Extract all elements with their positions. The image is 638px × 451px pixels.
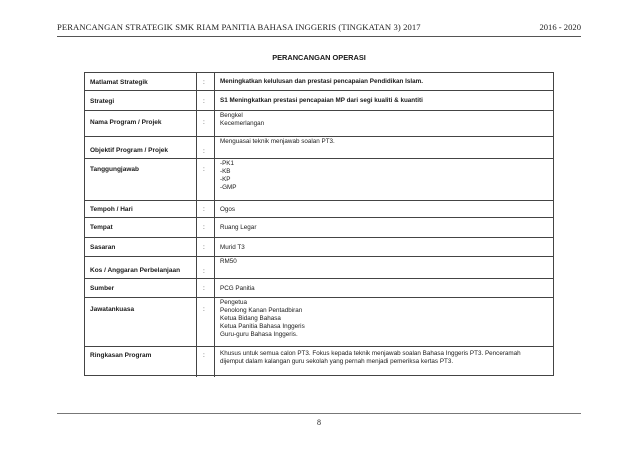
header-left-text: PERANCANGAN STRATEGIK SMK RIAM PANITIA BAHASA INGGERIS (TINGKATAN 3) 2017	[57, 22, 421, 32]
value-line: Khusus untuk semua calon PT3. Fokus kepada teknik menjawab soalan Bahasa Inggeris PT3. Penceramah	[220, 350, 521, 357]
table-row	[85, 238, 553, 257]
colon-cell	[197, 159, 215, 200]
value-line: RM50	[220, 258, 237, 265]
value-cell	[215, 73, 553, 90]
value-line: -KB	[220, 168, 231, 175]
row-colon: :	[203, 206, 205, 213]
colon-cell	[197, 91, 215, 110]
row-colon: :	[203, 79, 205, 86]
table-row	[85, 279, 553, 298]
value-line: -KP	[220, 176, 231, 183]
label-cell	[85, 111, 197, 136]
value-cell	[215, 298, 553, 346]
row-label: Jawatankuasa	[90, 306, 135, 313]
label-cell	[85, 298, 197, 346]
colon-cell	[197, 137, 215, 158]
row-colon: :	[203, 119, 205, 126]
label-cell	[85, 347, 197, 377]
row-label: Tanggungjawab	[90, 166, 139, 173]
colon-cell	[197, 201, 215, 217]
row-colon: :	[203, 148, 205, 155]
table-row	[85, 159, 553, 201]
row-label: Strategi	[90, 98, 115, 105]
value-line: Ruang Legar	[220, 224, 257, 231]
table-row	[85, 201, 553, 218]
value-line: dijemput dalam kalangan guru sekolah yang pernah menjadi pemeriksa kertas PT3.	[220, 358, 454, 365]
row-label: Nama Program / Projek	[90, 119, 162, 126]
value-line: PCG Panitia	[220, 285, 255, 292]
table-row	[85, 137, 553, 159]
value-line: -GMP	[220, 184, 237, 191]
page-title: PERANCANGAN OPERASI	[272, 53, 366, 62]
value-line: Ketua Bidang Bahasa	[220, 315, 281, 322]
label-cell	[85, 279, 197, 297]
table-row	[85, 91, 553, 111]
label-cell	[85, 159, 197, 200]
table-row	[85, 111, 553, 137]
row-colon: :	[203, 285, 205, 292]
label-cell	[85, 137, 197, 158]
value-cell	[215, 279, 553, 297]
row-value	[220, 299, 547, 339]
row-value	[220, 350, 547, 366]
label-cell	[85, 257, 197, 278]
value-cell	[215, 238, 553, 256]
row-label: Tempoh / Hari	[90, 206, 133, 213]
table-row	[85, 73, 553, 91]
value-line: Pengetua	[220, 299, 247, 306]
row-colon: :	[203, 224, 205, 231]
row-value	[220, 112, 547, 128]
colon-cell	[197, 111, 215, 136]
page-number: 8	[317, 418, 321, 427]
row-label: Tempat	[90, 224, 113, 231]
value-line: Menguasai teknik menjawab soalan PT3.	[220, 138, 335, 145]
row-value	[220, 244, 547, 252]
colon-cell	[197, 279, 215, 297]
label-cell	[85, 73, 197, 90]
row-value	[220, 160, 547, 192]
table-row	[85, 257, 553, 279]
row-value	[220, 97, 547, 105]
table-row	[85, 218, 553, 238]
value-line: Meningkatkan kelulusan dan prestasi pencapaian Pendidikan Islam.	[220, 78, 423, 85]
value-line: Ogos	[220, 206, 236, 213]
footer-rule	[57, 413, 581, 414]
value-cell	[215, 201, 553, 217]
header-rule	[57, 36, 581, 37]
colon-cell	[197, 347, 215, 377]
label-cell	[85, 238, 197, 256]
value-cell	[215, 137, 553, 158]
row-value	[220, 206, 547, 214]
value-line: Bengkel	[220, 112, 243, 119]
row-colon: :	[203, 306, 205, 313]
colon-cell	[197, 298, 215, 346]
value-line: S1 Meningkatkan prestasi pencapaian MP dari segi kualiti & kuantiti	[220, 97, 423, 104]
row-colon: :	[203, 166, 205, 173]
row-label: Kos / Anggaran Perbelanjaan	[90, 267, 181, 274]
row-value	[220, 258, 547, 266]
colon-cell	[197, 73, 215, 90]
row-colon: :	[203, 268, 205, 275]
value-cell	[215, 257, 553, 278]
row-value	[220, 285, 547, 293]
label-cell	[85, 218, 197, 237]
operation-plan-table	[84, 72, 554, 376]
value-line: Kecemerlangan	[220, 120, 265, 127]
row-value	[220, 224, 547, 232]
value-cell	[215, 111, 553, 136]
value-line: Murid T3	[220, 244, 245, 251]
value-line: Guru-guru Bahasa Inggeris.	[220, 331, 298, 338]
row-label: Objektif Program / Projek	[90, 147, 169, 154]
value-line: -PK1	[220, 160, 234, 167]
table-row	[85, 347, 553, 377]
row-value	[220, 78, 547, 86]
label-cell	[85, 91, 197, 110]
value-cell	[215, 347, 553, 377]
value-cell	[215, 91, 553, 110]
value-cell	[215, 218, 553, 237]
label-cell	[85, 201, 197, 217]
colon-cell	[197, 257, 215, 278]
row-label: Ringkasan Program	[90, 352, 152, 359]
row-value	[220, 138, 547, 146]
row-label: Sasaran	[90, 244, 116, 251]
row-label: Sumber	[90, 285, 115, 292]
row-colon: :	[203, 244, 205, 251]
colon-cell	[197, 218, 215, 237]
row-colon: :	[203, 352, 205, 359]
header-right-text: 2016 - 2020	[539, 22, 581, 32]
value-line: Penolong Kanan Pentadbiran	[220, 307, 303, 314]
value-cell	[215, 159, 553, 200]
row-label: Matlamat Strategik	[90, 79, 148, 86]
table-row	[85, 298, 553, 347]
row-colon: :	[203, 98, 205, 105]
colon-cell	[197, 238, 215, 256]
value-line: Ketua Panitia Bahasa Inggeris	[220, 323, 305, 330]
